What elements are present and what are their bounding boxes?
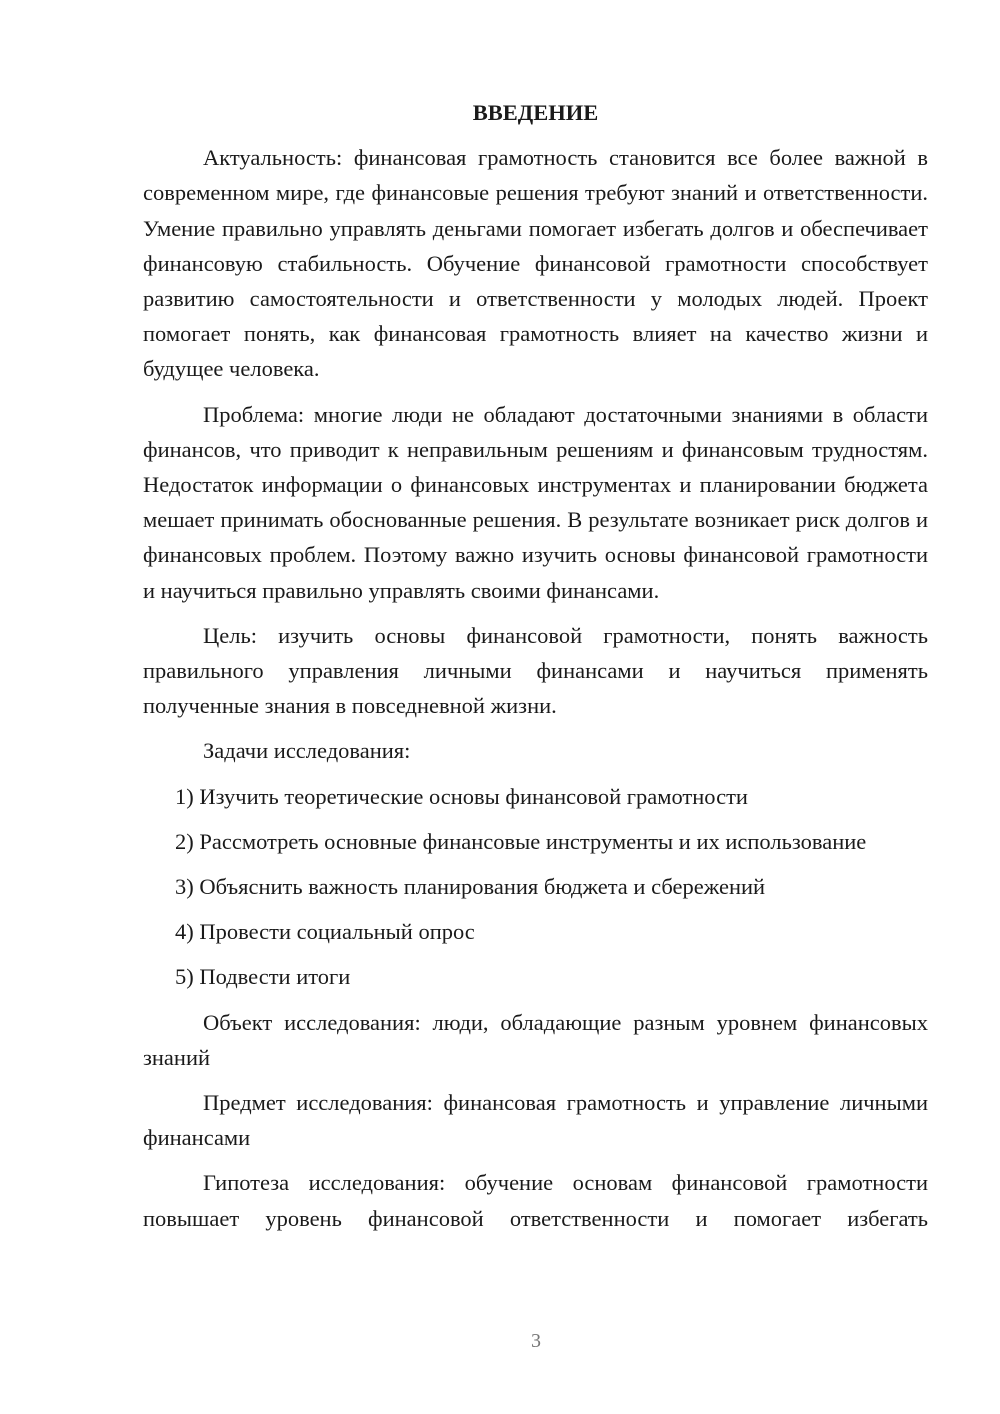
subject-paragraph: Предмет исследования: финансовая грамотность и управление личными финансами: [143, 1090, 928, 1151]
task-item: 2) Рассмотреть основные финансовые инструменты и их использование: [175, 828, 867, 854]
object-paragraph: Объект исследования: люди, обладающие разным уровнем финансовых знаний: [143, 1009, 928, 1070]
task-item: 1) Изучить теоретические основы финансовой грамотности: [175, 783, 748, 809]
tasks-list: [143, 779, 928, 995]
problem-paragraph: Проблема: многие люди не обладают достаточными знаниями в области финансов, что приводит к неправильным решениям и финансовым трудностям. Недостаток информации о финансовых инструментах и планировании бюджета мешает принимать обоснованные решения. В результате возникает риск долгов и финансовых проблем. Поэтому важно изучить основы финансовой грамотности и научиться правильно управлять своими финансами.: [143, 401, 928, 603]
hypothesis-paragraph: Гипотеза исследования: обучение основам финансовой грамотности повышает уровень финансовой ответственности и помогает избегать: [143, 1170, 928, 1231]
task-item: 4) Провести социальный опрос: [175, 919, 475, 945]
relevance-paragraph: Актуальность: финансовая грамотность становится все более важной в современном мире, где финансовые решения требуют знаний и ответственности. Умение правильно управлять деньгами помогает избегать долгов и обеспечивает финансовую стабильность. Обучение финансовой грамотности способствует развитию самостоятельности и ответственности у молодых людей. Проект помогает понять, как финансовая грамотность влияет на качество жизни и будущее человека.: [143, 145, 928, 382]
page-number: 3: [531, 1330, 541, 1352]
section-heading: ВВЕДЕНИЕ: [472, 100, 599, 125]
goal-paragraph: Цель: изучить основы финансовой грамотности, понять важность правильного управления личными финансами и научиться применять полученные знания в повседневной жизни.: [143, 622, 928, 719]
tasks-heading: Задачи исследования:: [203, 738, 411, 764]
document-page: [143, 95, 928, 1246]
task-item: 5) Подвести итоги: [175, 964, 351, 990]
task-item: 3) Объяснить важность планирования бюджета и сбережений: [175, 874, 766, 900]
